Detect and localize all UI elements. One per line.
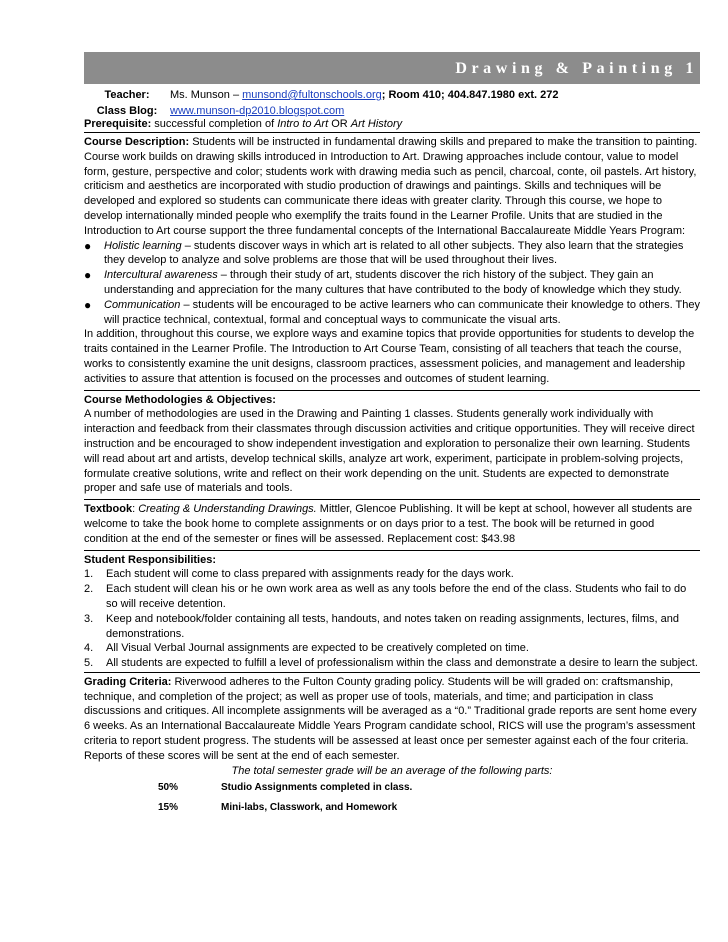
textbook-text: Mittler, Glencoe Publishing. It will be kept at school, however all students are welcome to take the book home to complete assignments or on days prior to a test. The book will be returned in good condition at the end of the semester or fines will be assessed. Replacement cost: $43.98 bbox=[84, 503, 693, 545]
list-item bbox=[84, 239, 700, 269]
teacher-info bbox=[84, 89, 700, 131]
list-item bbox=[84, 298, 700, 328]
concept-term: Intercultural awareness bbox=[104, 269, 218, 282]
bullet-icon: ● bbox=[84, 268, 92, 283]
textbook-label: Textbook bbox=[84, 503, 133, 516]
grade-part-row bbox=[84, 780, 700, 795]
item-number: 1. bbox=[84, 568, 94, 581]
item-text: All students are expected to fulfill a level of professionalism within the class and demonstrate a desire to learn the subject. bbox=[106, 657, 698, 670]
item-text: Each student will come to class prepared with assignments ready for the days work. bbox=[106, 568, 514, 581]
item-text: All Visual Verbal Journal assignments are expected to be creatively completed on time. bbox=[106, 642, 529, 655]
concept-term: Holistic learning bbox=[104, 239, 182, 252]
list-item bbox=[84, 641, 700, 656]
course-description-closing: In addition, throughout this course, we explore ways and examine topics that provide opportunities for students to develop the traits contained in the Learner Profile. The Introduction to Art Course Team, consisting of all teachers that teach the course, works to consistently examine the unit designs, classroom practices, assessment policies, and management and leadership activities to assure that attention is focused on the processes and outcomes of student learning. bbox=[84, 328, 695, 385]
blog-row bbox=[84, 105, 700, 118]
item-number: 3. bbox=[84, 612, 94, 625]
blog-link[interactable]: www.munson-dp2010.blogspot.com bbox=[170, 105, 345, 117]
grade-part-label: Studio Assignments completed in class. bbox=[221, 782, 413, 794]
blog-label: Class Blog: bbox=[96, 105, 158, 117]
grading-section bbox=[84, 672, 700, 816]
item-number: 4. bbox=[84, 642, 94, 655]
item-text: Keep and notebook/folder containing all tests, handouts, and notes taken on reading assignments, lectures, films, and demonstrations. bbox=[106, 612, 679, 640]
responsibilities-list bbox=[84, 567, 700, 671]
teacher-row bbox=[84, 89, 700, 102]
methodologies-section bbox=[84, 390, 700, 497]
prerequisite-text: successful completion of bbox=[151, 118, 278, 130]
teacher-name: Ms. Munson – bbox=[170, 89, 243, 101]
course-description-heading: Course Description: bbox=[84, 136, 190, 148]
grade-part-row bbox=[84, 800, 700, 815]
grade-part-percent: 50% bbox=[158, 782, 179, 794]
textbook-title: Creating & Understanding Drawings. bbox=[138, 503, 317, 516]
list-item bbox=[84, 656, 700, 671]
prerequisite-row bbox=[84, 118, 700, 131]
syllabus-page bbox=[84, 52, 700, 815]
list-item bbox=[84, 268, 700, 298]
methodologies-text: A number of methodologies are used in the Drawing and Painting 1 classes. Students generally work individually with interaction and feedback from their classmates through discussion activities and critique opportunities. They will receive direct instruction and be encouraged to show independent investigation and exploration to personalize their own learning. Students will read about art and artists, develop technical skills, analyze art work, experiment, participate in problem-solving projects, formulate creative solutions, write and reflect on their work depending on the unit. Students are expected to demonstrate proper and safe use of materials and tools. bbox=[84, 408, 695, 495]
grading-paragraph bbox=[84, 675, 700, 764]
item-number: 2. bbox=[84, 583, 94, 596]
course-title: Drawing & Painting 1 bbox=[455, 60, 698, 77]
concept-text: – students will be encouraged to be active learners who can communicate their knowledge to others. They will practice technical, contextual, formal and conceptual ways to communicate the visual arts. bbox=[104, 298, 700, 326]
prerequisite-course-2: Art History bbox=[350, 118, 403, 130]
grade-part-label: Mini-labs, Classwork, and Homework bbox=[221, 802, 398, 814]
course-title-bar bbox=[84, 52, 700, 84]
grade-part-percent: 15% bbox=[158, 802, 179, 814]
item-number: 5. bbox=[84, 657, 94, 670]
grading-heading: Grading Criteria: bbox=[84, 675, 172, 688]
grading-average-note: The total semester grade will be an average of the following parts: bbox=[231, 764, 553, 777]
course-description-text: Students will be instructed in fundamental drawing skills and prepared to make the transition to painting. Course work builds on drawing skills introduced in Introduction to Art. Drawing approaches include contour, value to model form, gesture, perspective and color; students work with drawing media such as pencil, charcoal, conte, oil pastels. Art history, criticism and aesthetics are incorporated with studio production of drawings and paintings. Skills and techniques will be developed and explored so students can communicate there ideas with greater clarity. Through this course, we hope to develop internationally minded people who exemplify the traits found in the Learner Profile. Units that are studied in the Introduction to Art course support the three fundamental concepts of the International Baccalaureate Middle Years Program: bbox=[84, 136, 698, 237]
bullet-icon: ● bbox=[84, 238, 92, 253]
textbook-colon: : bbox=[132, 503, 139, 516]
course-description-intro bbox=[84, 135, 700, 239]
responsibilities-heading: Student Responsibilities: bbox=[84, 553, 217, 566]
concept-text: – through their study of art, students discover the rich history of the subject. They gain an understanding and appreciation for the many cultures that have contributed to the body of knowledge which they study. bbox=[104, 269, 682, 296]
grading-text: Riverwood adheres to the Fulton County grading policy. Students will be will graded on: craftsmanship, technique, and completion of the project; as well as proper use of tools, materials, and time; and participation in class discussions and critiques. All incomplete assignments will be averaged as a “0.” Traditional grade reports are sent home every 6 weeks. As an International Baccalaureate Middle Years Program candidate school, RICS will use the program’s assessment criteria to report student progress. The students will be assessed at least once per semester against each of the four criteria. Reports of these scores will be sent at the end of each semester. bbox=[84, 675, 697, 762]
teacher-email-link[interactable]: munsond@fultonschools.org bbox=[242, 89, 382, 101]
textbook-section bbox=[84, 499, 700, 546]
myp-concepts-list bbox=[84, 239, 700, 328]
item-text: Each student will clean his or he own work area as well as any tools before the end of the class. Students who fail to do so will receive detention. bbox=[106, 583, 687, 610]
bullet-icon: ● bbox=[84, 297, 92, 312]
teacher-contact bbox=[170, 89, 558, 102]
concept-text: – students discover ways in which art is related to all other subjects. They also learn that the strategies they develop to analyze and solve problems are those that will be used throughout their lives. bbox=[104, 239, 684, 267]
responsibilities-section bbox=[84, 550, 700, 671]
concept-term: Communication bbox=[104, 298, 181, 311]
teacher-room: ; Room 410; 404.847.1980 ext. 272 bbox=[381, 89, 559, 101]
prerequisite-course-1: Intro to Art bbox=[277, 118, 329, 130]
list-item bbox=[84, 612, 700, 642]
list-item bbox=[84, 582, 700, 612]
list-item bbox=[84, 567, 700, 582]
prerequisite-or: OR bbox=[328, 118, 351, 130]
course-description-section bbox=[84, 132, 700, 387]
methodologies-heading: Course Methodologies & Objectives: bbox=[84, 393, 276, 406]
prerequisite-label: Prerequisite: bbox=[84, 118, 152, 130]
teacher-label: Teacher: bbox=[104, 89, 150, 101]
